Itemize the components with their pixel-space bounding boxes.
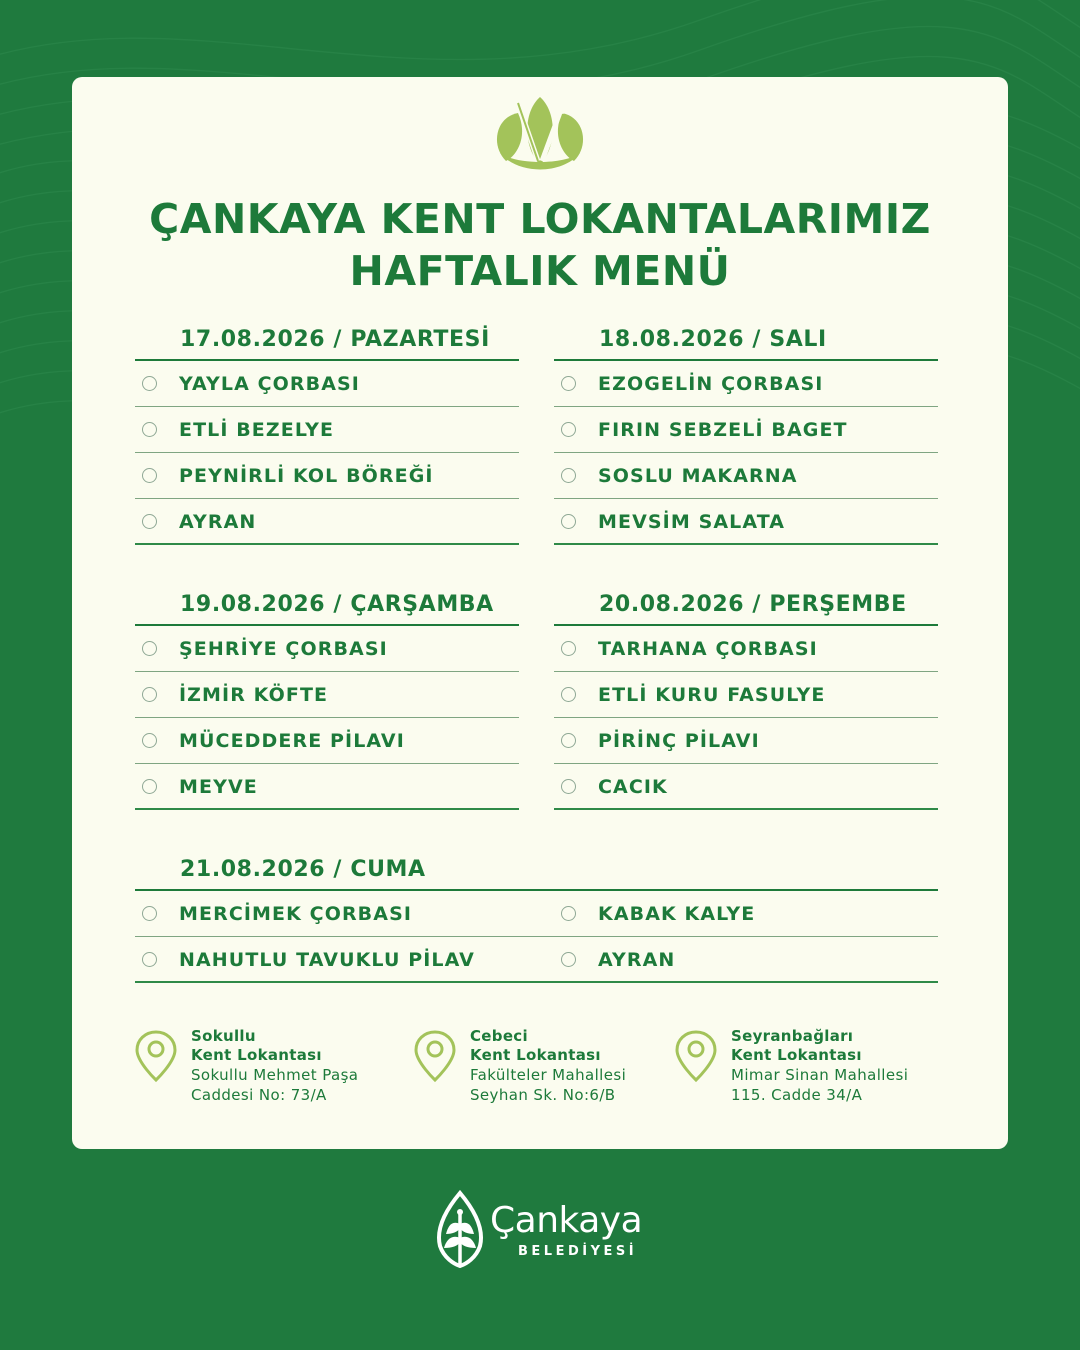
location-name [191, 1027, 322, 1065]
list-item[interactable] [135, 891, 515, 937]
menu-item-label: PİRİNÇ PİLAVI [598, 730, 760, 752]
list-item[interactable] [554, 764, 938, 810]
wheat-leaf-icon [432, 1190, 488, 1268]
menu-card [72, 77, 1008, 1149]
brand-logo [432, 1190, 652, 1270]
brand-name: Çankaya [490, 1200, 643, 1241]
menu-item-label: EZOGELİN ÇORBASI [598, 373, 824, 395]
list-item[interactable] [554, 453, 938, 499]
location-name-line2: Kent Lokantası [731, 1046, 862, 1064]
location-address [731, 1065, 908, 1105]
menu-item-label: PEYNİRLİ KOL BÖREĞİ [179, 465, 434, 487]
list-item[interactable] [554, 499, 938, 545]
radio-circle-icon[interactable] [561, 733, 576, 748]
address-line1: Sokullu Mehmet Paşa [191, 1066, 359, 1084]
list-item[interactable] [554, 672, 938, 718]
radio-circle-icon[interactable] [561, 687, 576, 702]
day-title: 18.08.2026 / SALI [599, 327, 827, 352]
menu-item-label: AYRAN [598, 949, 676, 971]
fork-spoon-leaf-icon [488, 95, 592, 175]
address-line1: Mimar Sinan Mahallesi [731, 1066, 909, 1084]
menu-item-label: FIRIN SEBZELİ BAGET [598, 419, 848, 441]
divider [135, 543, 519, 545]
radio-circle-icon[interactable] [561, 376, 576, 391]
list-item[interactable] [135, 407, 519, 453]
divider [554, 543, 938, 545]
brand-subtitle: BELEDİYESİ [518, 1244, 638, 1259]
page-title: ÇANKAYA KENT LOKANTALARIMIZ [149, 195, 931, 243]
radio-circle-icon[interactable] [142, 779, 157, 794]
menu-item-label: ŞEHRİYE ÇORBASI [179, 638, 388, 660]
menu-item-label: ETLİ BEZELYE [179, 419, 335, 441]
map-pin-icon [134, 1029, 178, 1083]
menu-item-label: ETLİ KURU FASULYE [598, 684, 826, 706]
location-name-line1: Cebeci [470, 1027, 528, 1045]
list-item[interactable] [554, 937, 938, 983]
menu-item-label: TARHANA ÇORBASI [598, 638, 818, 660]
list-item[interactable] [135, 453, 519, 499]
address-line2: Caddesi No: 73/A [191, 1086, 327, 1104]
menu-item-label: İZMİR KÖFTE [179, 684, 329, 706]
radio-circle-icon[interactable] [561, 514, 576, 529]
menu-item-label: MEVSİM SALATA [598, 511, 786, 533]
radio-circle-icon[interactable] [142, 952, 157, 967]
day-title: 17.08.2026 / PAZARTESİ [180, 327, 490, 352]
location-cebeci [413, 1027, 673, 1117]
radio-circle-icon[interactable] [561, 422, 576, 437]
list-item[interactable] [554, 407, 938, 453]
list-item[interactable] [135, 626, 519, 672]
menu-item-label: CACIK [598, 776, 668, 798]
menu-item-label: YAYLA ÇORBASI [179, 373, 360, 395]
radio-circle-icon[interactable] [142, 376, 157, 391]
location-address [470, 1065, 626, 1105]
list-item[interactable] [554, 626, 938, 672]
list-item[interactable] [135, 764, 519, 810]
address-line2: Seyhan Sk. No:6/B [470, 1086, 616, 1104]
location-seyranbaglari [674, 1027, 934, 1117]
radio-circle-icon[interactable] [142, 514, 157, 529]
location-name [731, 1027, 862, 1065]
list-item[interactable] [135, 718, 519, 764]
radio-circle-icon[interactable] [561, 779, 576, 794]
menu-item-label: MERCİMEK ÇORBASI [179, 903, 413, 925]
address-line1: Fakülteler Mahallesi [470, 1066, 627, 1084]
radio-circle-icon[interactable] [142, 687, 157, 702]
menu-item-label: AYRAN [179, 511, 257, 533]
location-name-line2: Kent Lokantası [470, 1046, 601, 1064]
map-pin-icon [413, 1029, 457, 1083]
menu-item-label: NAHUTLU TAVUKLU PİLAV [179, 949, 475, 971]
divider [135, 808, 519, 810]
location-name-line1: Seyranbağları [731, 1027, 854, 1045]
address-line2: 115. Cadde 34/A [731, 1086, 863, 1104]
day-title: 21.08.2026 / CUMA [180, 857, 426, 882]
radio-circle-icon[interactable] [561, 641, 576, 656]
radio-circle-icon[interactable] [142, 733, 157, 748]
radio-circle-icon[interactable] [142, 906, 157, 921]
radio-circle-icon[interactable] [142, 422, 157, 437]
menu-item-label: MÜCEDDERE PİLAVI [179, 730, 405, 752]
radio-circle-icon[interactable] [142, 641, 157, 656]
radio-circle-icon[interactable] [561, 468, 576, 483]
list-item[interactable] [554, 361, 938, 407]
list-item[interactable] [554, 718, 938, 764]
list-item[interactable] [554, 891, 938, 937]
radio-circle-icon[interactable] [561, 952, 576, 967]
menu-item-label: MEYVE [179, 776, 258, 798]
menu-item-label: SOSLU MAKARNA [598, 465, 798, 487]
list-item[interactable] [135, 937, 515, 983]
day-title: 19.08.2026 / ÇARŞAMBA [180, 592, 494, 617]
location-name-line2: Kent Lokantası [191, 1046, 322, 1064]
radio-circle-icon[interactable] [142, 468, 157, 483]
location-address [191, 1065, 358, 1105]
page-subtitle: HAFTALIK MENÜ [349, 247, 731, 295]
radio-circle-icon[interactable] [561, 906, 576, 921]
list-item[interactable] [135, 672, 519, 718]
list-item[interactable] [135, 361, 519, 407]
location-name [470, 1027, 601, 1065]
list-item[interactable] [135, 499, 519, 545]
map-pin-icon [674, 1029, 718, 1083]
location-sokullu [134, 1027, 394, 1117]
divider [554, 808, 938, 810]
location-name-line1: Sokullu [191, 1027, 256, 1045]
day-title: 20.08.2026 / PERŞEMBE [599, 592, 907, 617]
menu-item-label: KABAK KALYE [598, 903, 756, 925]
